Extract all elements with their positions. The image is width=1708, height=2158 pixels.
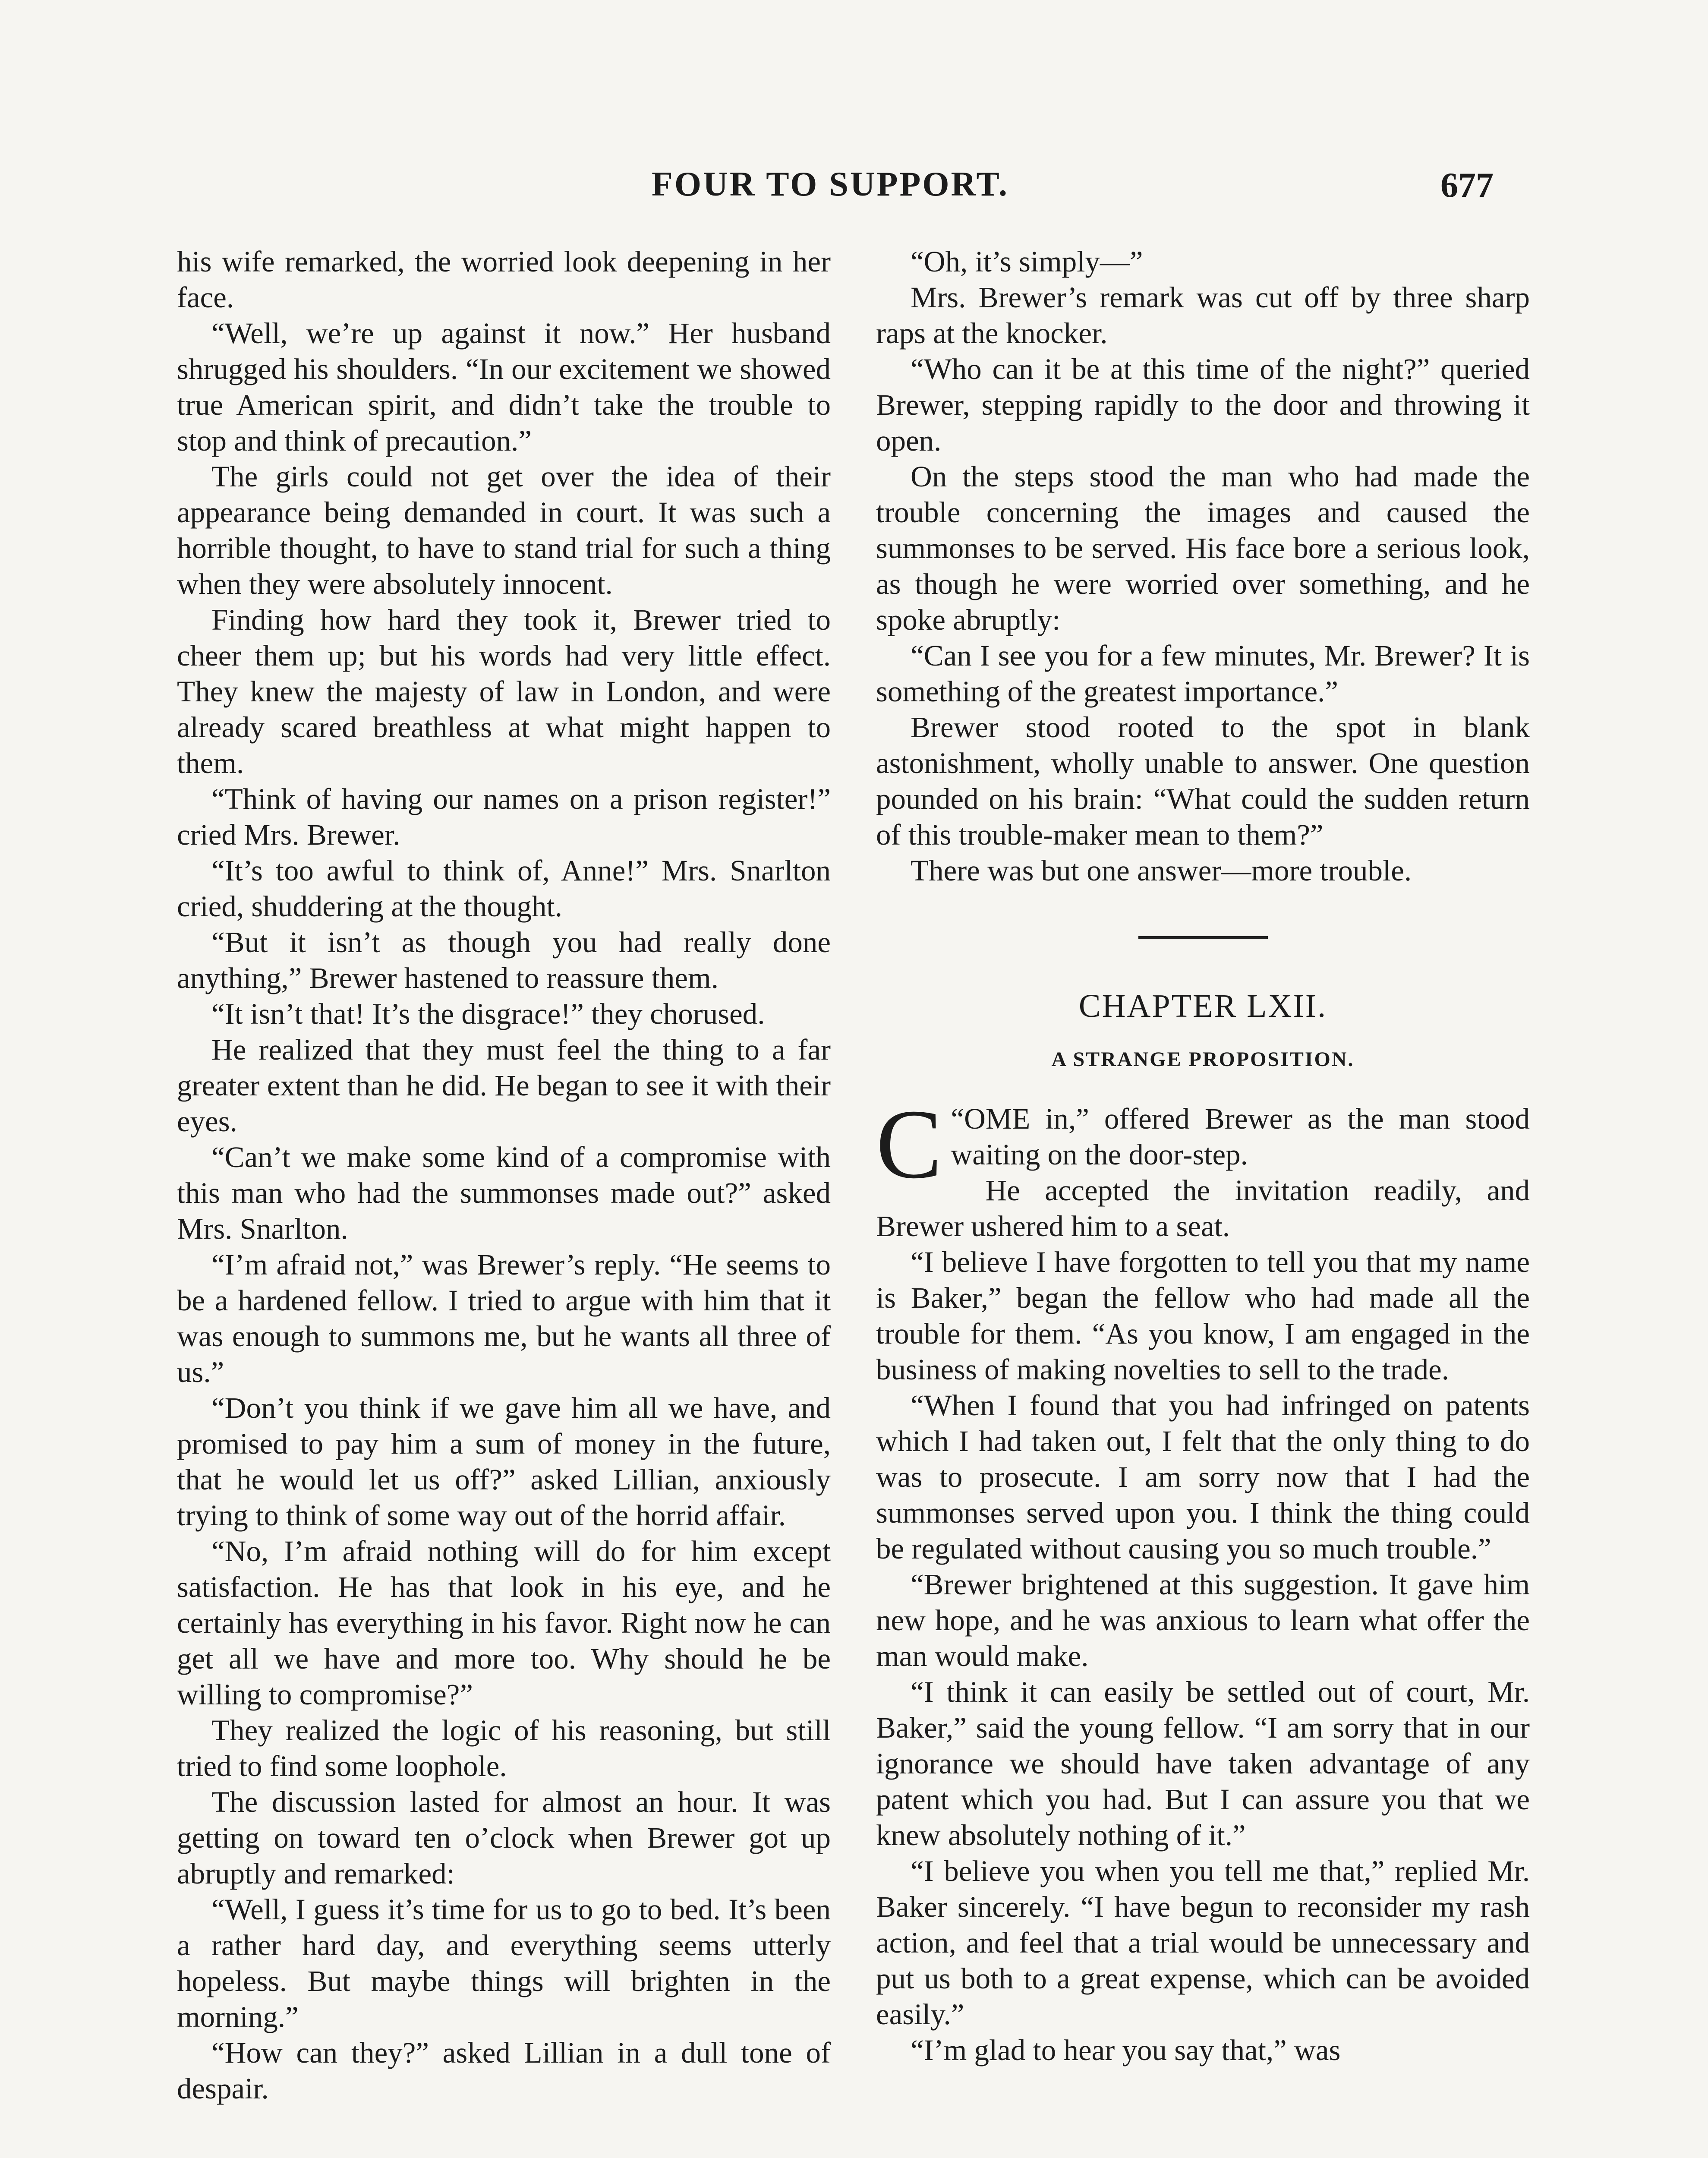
paragraph: “It isn’t that! It’s the disgrace!” they chorused. xyxy=(211,997,765,1030)
paragraph: “Think of having our names on a prison register!” cried Mrs. Brewer. xyxy=(177,782,831,851)
chapter-opening-paragraph xyxy=(876,1089,1530,1199)
paragraph: “I’m afraid not,” was Brewer’s reply. “He seems to be a hardened fellow. I tried to argue with him that it was enough to summons me, but he wants all three of us.” xyxy=(177,1248,831,1388)
paragraph: “Don’t you think if we gave him all we have, and promised to pay him a sum of money in the future, that he would let us off?” asked Lillian, anxiously trying to think of some way out of the horrid affair. xyxy=(177,1391,831,1532)
right-column xyxy=(876,244,1530,2068)
drop-cap: C xyxy=(876,1089,942,1199)
page-number: 677 xyxy=(1440,165,1494,205)
paragraph: “Can I see you for a few minutes, Mr. Brewer? It is something of the greatest importance.” xyxy=(876,639,1530,708)
paragraph: He realized that they must feel the thing to a far greater extent than he did. He began to see it with their eyes. xyxy=(177,1033,831,1138)
left-column xyxy=(177,244,831,2107)
paragraph: The discussion lasted for almost an hour. It was getting on toward ten o’clock when Brewer got up abruptly and remarked: xyxy=(177,1786,831,1890)
chapter-title: CHAPTER LXII. xyxy=(1078,988,1327,1024)
opening-text: OME in,” offered Brewer as the man stood waiting on the door-step. xyxy=(951,1102,1530,1171)
opening-quote: “ xyxy=(951,1102,964,1135)
paragraph: On the steps stood the man who had made the trouble concerning the images and caused the summonses to be served. His face bore a serious look, as though he were worried over something, and he spoke abruptly: xyxy=(876,460,1530,636)
paragraph: “No, I’m afraid nothing will do for him except satisfaction. He has that look in his eye, and he certainly has everything in his favor. Right now he can get all we have and more too. Why should he be willing to compromise?” xyxy=(177,1535,831,1711)
paragraph: “How can they?” asked Lillian in a dull tone of despair. xyxy=(177,2036,831,2105)
paragraph: “Oh, it’s simply—” xyxy=(911,245,1143,278)
paragraph: There was but one answer—more trouble. xyxy=(911,854,1412,887)
paragraph: “Well, I guess it’s time for us to go to bed. It’s been a rather hard day, and everything seems utterly hopeless. But maybe things will brighten in the morning.” xyxy=(177,1893,831,2033)
paragraph: The girls could not get over the idea of their appearance being demanded in court. It was such a horrible thought, to have to stand trial for such a thing when they were absolutely innocent. xyxy=(177,460,831,600)
paragraph: “Well, we’re up against it now.” Her husband shrugged his shoulders. “In our excitement we showed true American spirit, and didn’t take the trouble to stop and think of precaution.” xyxy=(177,317,831,457)
paragraph: “Who can it be at this time of the night?” queried Brewer, stepping rapidly to the door and throwing it open. xyxy=(876,353,1530,457)
paragraph: “But it isn’t as though you had really done anything,” Brewer hastened to reassure them. xyxy=(177,926,831,994)
paragraph: Finding how hard they took it, Brewer tried to cheer them up; but his words had very little effect. They knew the majesty of law in London, and were already scared breathless at what might happen to them. xyxy=(177,603,831,779)
paragraph: his wife remarked, the worried look deepening in her face. xyxy=(177,245,831,314)
paragraph: Brewer stood rooted to the spot in blank astonishment, wholly unable to answer. One question pounded on his brain: “What could the sudden return of this trouble-maker mean to them?” xyxy=(876,711,1530,851)
paragraph: “It’s too awful to think of, Anne!” Mrs. Snarlton cried, shuddering at the thought. xyxy=(177,854,831,923)
chapter-subtitle: A STRANGE PROPOSITION. xyxy=(1051,1048,1355,1071)
paragraph: “Brewer brightened at this suggestion. It gave him new hope, and he was anxious to learn what offer the man would make. xyxy=(876,1568,1530,1672)
paragraph: “I believe I have forgotten to tell you that my name is Baker,” began the fellow who had made all the trouble for them. “As you know, I am engaged in the business of making novelties to sell to the trade. xyxy=(876,1246,1530,1386)
paragraph: “I think it can easily be settled out of court, Mr. Baker,” said the young fellow. “I am sorry that in our ignorance we should have taken advantage of any patent which you had. But I can assure you that we knew absolutely nothing of it.” xyxy=(876,1675,1530,1852)
page-header xyxy=(0,165,1708,212)
paragraph: They realized the logic of his reasoning, but still tried to find some loophole. xyxy=(177,1714,831,1783)
paragraph: Mrs. Brewer’s remark was cut off by three sharp raps at the knocker. xyxy=(876,281,1530,350)
running-title: FOUR TO SUPPORT. xyxy=(652,165,1009,203)
paragraph: “Can’t we make some kind of a compromise with this man who had the summonses made out?” asked Mrs. Snarlton. xyxy=(177,1141,831,1245)
paragraph: “I’m glad to hear you say that,” was xyxy=(911,2034,1341,2067)
section-divider xyxy=(1138,936,1268,939)
paragraph: He accepted the invitation readily, and Brewer ushered him to a seat. xyxy=(876,1174,1530,1243)
paragraph: “I believe you when you tell me that,” replied Mr. Baker sincerely. “I have begun to reconsider my rash action, and feel that a trial would be unnecessary and put us both to a great expense, which can be avoided easily.” xyxy=(876,1855,1530,2031)
paragraph: “When I found that you had infringed on patents which I had taken out, I felt that the only thing to do was to prosecute. I am sorry now that I had the summonses served upon you. I think the thing could be regulated without causing you so much trouble.” xyxy=(876,1389,1530,1565)
